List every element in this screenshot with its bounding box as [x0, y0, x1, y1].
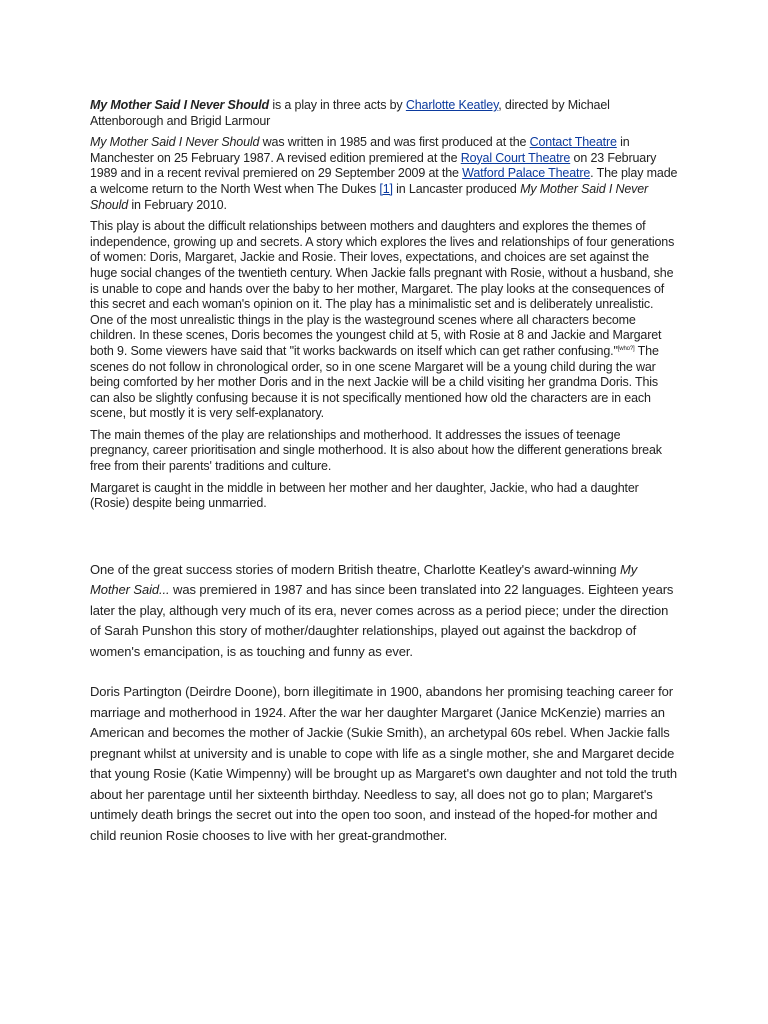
about-text-1: This play is about the difficult relationships between mothers and daughters and explores the themes of independence, growing up and secrets. A story which explores the lives and relationships of four generations of women: Doris, Margaret, Jackie and Rosie. Their loves, expectations, and choices are set against the huge social changes of the twentieth century. When Jackie falls pregnant with Rosie, without a husband, she is unable to cope and hands over the baby to her mother, Margaret. The play looks at the consequences of this secret and each woman's opinion on it. The play has a minimalistic set and is deliberately unrealistic. One of the most unrealistic things in the play is the wasteground scenes where all characters become children. In these scenes, Doris becomes the youngest child at 5, with Rosie at 8 and Jackie and Margaret both 9. Some viewers have said that "it works backwards on itself which can get rather confusing.": [90, 219, 675, 358]
history-text-6: in February 2010.: [128, 197, 227, 212]
history-text-2: in Manchester on 25 February 1987. A revised edition premiered at the: [90, 135, 630, 165]
play-title-history: My Mother Said I Never Should: [90, 135, 260, 150]
themes-paragraph: The main themes of the play are relationships and motherhood. It addresses the issues of teenage pregnancy, career prioritisation and single motherhood. It is also about how the different generations break free from their parents' traditions and culture.: [90, 427, 662, 474]
who-citation[interactable]: [who?]: [617, 345, 635, 352]
author-link[interactable]: Charlotte Keatley: [405, 98, 499, 112]
about-text-2: The scenes do not follow in chronological order, so in one scene Margaret will be a young child during the war being comforted by her mother Doris and in the next Jackie will be a child visiting her grandma Doris. This can also be slightly confusing because it is not specifically mentioned how old the characters are in each scene, but mostly it is very self-explanatory.: [90, 343, 659, 421]
review-text-1b: was premiered in 1987 and has since been translated into 22 languages. Eighteen years later the play, although very much of its era, never comes across as a period piece; under the direction of Sarah Punshon this story of mother/daughter relationships, played out against the backdrop of women's emancipation, is as touching and funny as ever.: [90, 582, 674, 659]
play-title: My Mother Said I Never Should: [90, 98, 270, 112]
review-play-title: My Mother Said...: [90, 561, 638, 598]
footnote-link[interactable]: [1]: [379, 181, 393, 196]
history-text-4: . The play made a welcome return to the North West when The Dukes: [90, 166, 678, 196]
contact-theatre-link[interactable]: Contact Theatre: [529, 135, 617, 150]
royal-court-theatre-link[interactable]: Royal Court Theatre: [460, 150, 571, 165]
review-paragraph-2: Doris Partington (Deirdre Doone), born illegitimate in 1900, abandons her promising teaching career for marriage and motherhood in 1924. After the war her daughter Margaret (Janice McKenzie) marries an American and becomes the mother of Jackie (Sukie Smith), an archetypal 60s rebel. When Jackie falls pregnant whilst at university and is unable to cope with life as a single mother, she and Margaret decide that young Rosie (Katie Wimpenny) will be brought up as Margaret's own daughter and not told the truth about her parentage until her sixteenth birthday. Needless to say, all does not go to plan; Margaret's untimely death brings the secret out into the open too soon, and instead of the hoped-for mother and child reunion Rosie chooses to live with her great-grandmother.: [90, 684, 678, 843]
history-text-5: in Lancaster produced: [392, 181, 521, 196]
review-paragraph-1: [90, 560, 678, 663]
about-paragraph: [90, 219, 678, 422]
intro-text-2: , directed by Michael Attenborough and Brigid Larmour: [90, 98, 610, 128]
review-section: [90, 560, 678, 847]
history-paragraph: [90, 135, 678, 213]
play-title-history-2: My Mother Said I Never Should: [90, 181, 649, 212]
intro-paragraph: [90, 98, 678, 129]
margaret-paragraph: Margaret is caught in the middle in between her mother and her daughter, Jackie, who had a daughter (Rosie) despite being unmarried.: [90, 480, 639, 511]
document-page: [90, 98, 678, 866]
wiki-section: [90, 98, 678, 512]
history-text-1: was written in 1985 and was first produced at the: [259, 135, 530, 150]
intro-text-1: is a play in three acts by: [269, 98, 406, 112]
history-text-3: on 23 February 1989 and in a recent revival premiered on 29 September 2009 at the: [90, 150, 657, 181]
review-text-1a: One of the great success stories of modern British theatre, Charlotte Keatley's award-winning: [90, 561, 620, 577]
watford-palace-theatre-link[interactable]: Watford Palace Theatre: [462, 166, 591, 181]
